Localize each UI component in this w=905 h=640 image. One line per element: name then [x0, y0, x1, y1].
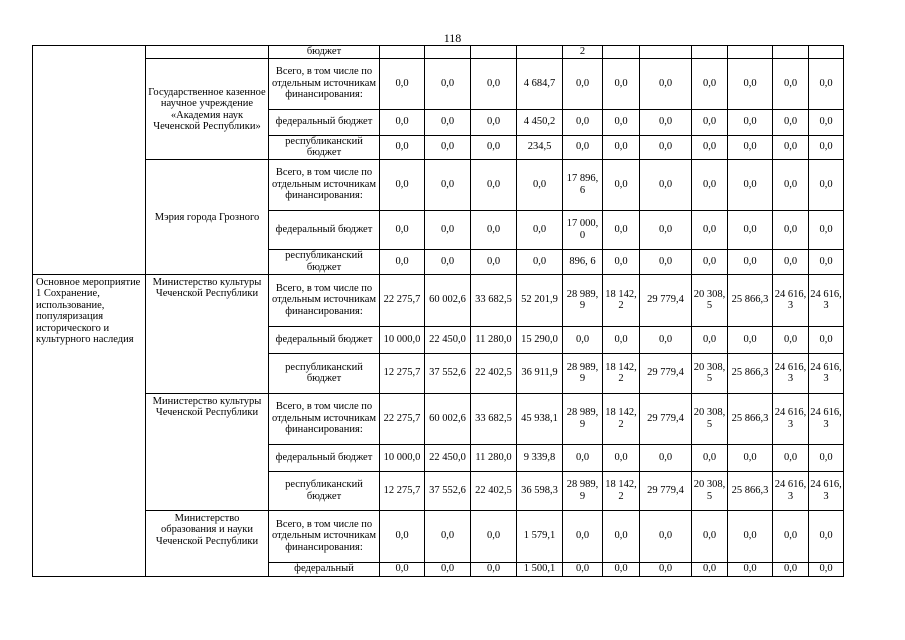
value-cell: 896, 6	[563, 249, 603, 274]
table-row	[33, 393, 844, 444]
value-cell: 28 989, 9	[563, 274, 603, 326]
value-cell: 45 938,1	[517, 393, 563, 444]
funding-source-cell: республиканский бюджет	[269, 135, 380, 159]
value-cell: 0,0	[692, 249, 728, 274]
funding-source-cell: бюджет	[269, 46, 380, 59]
value-cell: 1 500,1	[517, 562, 563, 576]
value-cell: 0,0	[380, 210, 425, 249]
value-cell: 22 450,0	[425, 326, 471, 353]
funding-source-cell: федеральный бюджет	[269, 326, 380, 353]
value-cell: 0,0	[728, 444, 773, 471]
value-cell: 0,0	[692, 326, 728, 353]
value-cell: 0,0	[773, 210, 809, 249]
value-cell: 24 616, 3	[773, 274, 809, 326]
value-cell: 0,0	[692, 109, 728, 135]
value-cell: 0,0	[773, 135, 809, 159]
value-cell: 28 989, 9	[563, 353, 603, 393]
value-cell: 11 280,0	[471, 444, 517, 471]
value-cell: 4 450,2	[517, 109, 563, 135]
value-cell: 0,0	[640, 326, 692, 353]
value-cell: 18 142, 2	[603, 471, 640, 510]
value-cell: 33 682,5	[471, 274, 517, 326]
value-cell: 12 275,7	[380, 353, 425, 393]
value-cell: 12 275,7	[380, 471, 425, 510]
table-row	[33, 159, 844, 210]
value-cell: 1 579,1	[517, 510, 563, 562]
value-cell: 0,0	[471, 135, 517, 159]
value-cell: 0,0	[692, 159, 728, 210]
value-cell: 24 616, 3	[809, 274, 844, 326]
value-cell: 22 402,5	[471, 353, 517, 393]
value-cell: 0,0	[728, 109, 773, 135]
value-cell: 52 201,9	[517, 274, 563, 326]
value-cell	[773, 46, 809, 59]
funding-source-cell: республиканский бюджет	[269, 249, 380, 274]
value-cell	[809, 46, 844, 59]
value-cell: 0,0	[640, 135, 692, 159]
value-cell: 2	[563, 46, 603, 59]
value-cell: 0,0	[773, 109, 809, 135]
value-cell: 0,0	[692, 510, 728, 562]
value-cell: 0,0	[471, 510, 517, 562]
executor-cell	[146, 46, 269, 59]
value-cell: 0,0	[471, 249, 517, 274]
value-cell: 4 684,7	[517, 58, 563, 109]
value-cell: 0,0	[809, 135, 844, 159]
table-row	[33, 58, 844, 109]
funding-source-cell: Всего, в том числе по отдельным источникам финансирования:	[269, 393, 380, 444]
value-cell: 0,0	[809, 444, 844, 471]
value-cell: 24 616, 3	[773, 471, 809, 510]
value-cell: 0,0	[728, 562, 773, 576]
value-cell: 0,0	[773, 159, 809, 210]
value-cell: 0,0	[425, 510, 471, 562]
value-cell: 9 339,8	[517, 444, 563, 471]
value-cell: 18 142, 2	[603, 274, 640, 326]
value-cell: 29 779,4	[640, 353, 692, 393]
executor-cell: Мэрия города Грозного	[146, 159, 269, 274]
value-cell: 0,0	[563, 58, 603, 109]
value-cell: 0,0	[773, 562, 809, 576]
value-cell: 17 000, 0	[563, 210, 603, 249]
value-cell: 0,0	[640, 58, 692, 109]
value-cell: 29 779,4	[640, 471, 692, 510]
value-cell: 0,0	[640, 159, 692, 210]
value-cell: 0,0	[728, 510, 773, 562]
value-cell: 37 552,6	[425, 353, 471, 393]
value-cell: 0,0	[425, 135, 471, 159]
value-cell: 0,0	[471, 159, 517, 210]
value-cell: 0,0	[692, 210, 728, 249]
value-cell: 20 308, 5	[692, 393, 728, 444]
value-cell	[471, 46, 517, 59]
value-cell: 0,0	[640, 210, 692, 249]
value-cell: 0,0	[603, 58, 640, 109]
value-cell: 0,0	[603, 562, 640, 576]
table-row	[33, 46, 844, 59]
value-cell: 25 866,3	[728, 274, 773, 326]
value-cell: 28 989, 9	[563, 471, 603, 510]
value-cell: 0,0	[603, 109, 640, 135]
value-cell: 0,0	[728, 249, 773, 274]
value-cell	[603, 46, 640, 59]
value-cell: 0,0	[809, 249, 844, 274]
value-cell: 24 616, 3	[809, 393, 844, 444]
value-cell: 0,0	[773, 326, 809, 353]
value-cell: 0,0	[603, 510, 640, 562]
value-cell: 0,0	[425, 58, 471, 109]
value-cell: 0,0	[640, 562, 692, 576]
value-cell: 0,0	[773, 249, 809, 274]
value-cell: 0,0	[380, 109, 425, 135]
value-cell: 0,0	[692, 444, 728, 471]
funding-source-cell: Всего, в том числе по отдельным источникам финансирования:	[269, 58, 380, 109]
value-cell: 0,0	[640, 249, 692, 274]
value-cell: 10 000,0	[380, 326, 425, 353]
value-cell: 0,0	[380, 135, 425, 159]
value-cell: 0,0	[640, 444, 692, 471]
value-cell: 0,0	[563, 510, 603, 562]
value-cell: 0,0	[809, 210, 844, 249]
value-cell: 37 552,6	[425, 471, 471, 510]
value-cell: 28 989, 9	[563, 393, 603, 444]
value-cell: 20 308, 5	[692, 353, 728, 393]
value-cell: 60 002,6	[425, 393, 471, 444]
value-cell: 0,0	[380, 562, 425, 576]
event-cell: Основное мероприятие 1 Сохранение, использование, популяризация исторического и культурного наследия	[33, 274, 146, 576]
value-cell: 29 779,4	[640, 274, 692, 326]
value-cell: 0,0	[809, 58, 844, 109]
value-cell: 24 616, 3	[773, 393, 809, 444]
value-cell: 0,0	[809, 510, 844, 562]
value-cell: 0,0	[603, 444, 640, 471]
value-cell: 0,0	[471, 109, 517, 135]
value-cell: 25 866,3	[728, 471, 773, 510]
value-cell: 0,0	[517, 210, 563, 249]
value-cell: 0,0	[425, 210, 471, 249]
funding-source-cell: республиканский бюджет	[269, 353, 380, 393]
value-cell	[728, 46, 773, 59]
value-cell: 0,0	[425, 109, 471, 135]
value-cell: 24 616, 3	[809, 353, 844, 393]
value-cell: 0,0	[603, 210, 640, 249]
value-cell: 0,0	[773, 510, 809, 562]
value-cell: 24 616, 3	[809, 471, 844, 510]
value-cell: 0,0	[425, 249, 471, 274]
value-cell: 0,0	[563, 109, 603, 135]
value-cell: 18 142, 2	[603, 353, 640, 393]
executor-cell: Министерство культуры Чеченской Республики	[146, 274, 269, 393]
page-number: 118	[443, 31, 462, 45]
funding-source-cell: федеральный	[269, 562, 380, 576]
value-cell: 20 308, 5	[692, 471, 728, 510]
value-cell: 0,0	[809, 326, 844, 353]
value-cell: 0,0	[692, 135, 728, 159]
value-cell: 0,0	[471, 210, 517, 249]
value-cell: 0,0	[728, 159, 773, 210]
executor-cell: Государственное казенное научное учреждение «Академия наук Чеченской Республики»	[146, 58, 269, 159]
value-cell: 0,0	[728, 326, 773, 353]
value-cell: 0,0	[809, 562, 844, 576]
value-cell: 0,0	[563, 562, 603, 576]
value-cell: 11 280,0	[471, 326, 517, 353]
value-cell: 20 308, 5	[692, 274, 728, 326]
value-cell	[640, 46, 692, 59]
value-cell: 0,0	[809, 159, 844, 210]
value-cell: 0,0	[563, 326, 603, 353]
value-cell: 0,0	[809, 109, 844, 135]
value-cell: 60 002,6	[425, 274, 471, 326]
value-cell: 0,0	[471, 58, 517, 109]
funding-source-cell: Всего, в том числе по отдельным источникам финансирования:	[269, 510, 380, 562]
funding-source-cell: республиканский бюджет	[269, 471, 380, 510]
value-cell: 24 616, 3	[773, 353, 809, 393]
value-cell: 22 275,7	[380, 393, 425, 444]
value-cell: 0,0	[640, 109, 692, 135]
value-cell: 0,0	[425, 159, 471, 210]
funding-source-cell: федеральный бюджет	[269, 109, 380, 135]
funding-source-cell: федеральный бюджет	[269, 210, 380, 249]
value-cell: 0,0	[603, 326, 640, 353]
value-cell: 22 275,7	[380, 274, 425, 326]
value-cell	[380, 46, 425, 59]
value-cell: 0,0	[692, 58, 728, 109]
value-cell: 25 866,3	[728, 353, 773, 393]
budget-table	[32, 45, 844, 577]
value-cell: 0,0	[640, 510, 692, 562]
value-cell: 0,0	[471, 562, 517, 576]
value-cell: 0,0	[773, 444, 809, 471]
value-cell	[517, 46, 563, 59]
value-cell: 0,0	[380, 510, 425, 562]
value-cell: 15 290,0	[517, 326, 563, 353]
value-cell: 33 682,5	[471, 393, 517, 444]
value-cell: 0,0	[728, 210, 773, 249]
executor-cell: Министерство образования и науки Чеченской Республики	[146, 510, 269, 576]
value-cell: 0,0	[692, 562, 728, 576]
table-row	[33, 274, 844, 326]
value-cell: 36 911,9	[517, 353, 563, 393]
value-cell	[692, 46, 728, 59]
event-cell	[33, 46, 146, 275]
value-cell: 0,0	[773, 58, 809, 109]
table-row	[33, 510, 844, 562]
value-cell: 0,0	[425, 562, 471, 576]
value-cell: 0,0	[603, 249, 640, 274]
value-cell: 0,0	[517, 249, 563, 274]
value-cell: 22 402,5	[471, 471, 517, 510]
executor-cell: Министерство культуры Чеченской Республики	[146, 393, 269, 510]
value-cell	[425, 46, 471, 59]
value-cell: 0,0	[380, 249, 425, 274]
value-cell: 234,5	[517, 135, 563, 159]
value-cell: 0,0	[603, 159, 640, 210]
value-cell: 10 000,0	[380, 444, 425, 471]
value-cell: 0,0	[380, 159, 425, 210]
value-cell: 0,0	[380, 58, 425, 109]
funding-source-cell: Всего, в том числе по отдельным источникам финансирования:	[269, 274, 380, 326]
value-cell: 25 866,3	[728, 393, 773, 444]
value-cell: 0,0	[563, 444, 603, 471]
value-cell: 18 142, 2	[603, 393, 640, 444]
value-cell: 0,0	[728, 135, 773, 159]
value-cell: 17 896, 6	[563, 159, 603, 210]
value-cell: 29 779,4	[640, 393, 692, 444]
value-cell: 0,0	[728, 58, 773, 109]
value-cell: 0,0	[603, 135, 640, 159]
funding-source-cell: Всего, в том числе по отдельным источникам финансирования:	[269, 159, 380, 210]
funding-source-cell: федеральный бюджет	[269, 444, 380, 471]
value-cell: 36 598,3	[517, 471, 563, 510]
value-cell: 0,0	[563, 135, 603, 159]
value-cell: 0,0	[517, 159, 563, 210]
value-cell: 22 450,0	[425, 444, 471, 471]
